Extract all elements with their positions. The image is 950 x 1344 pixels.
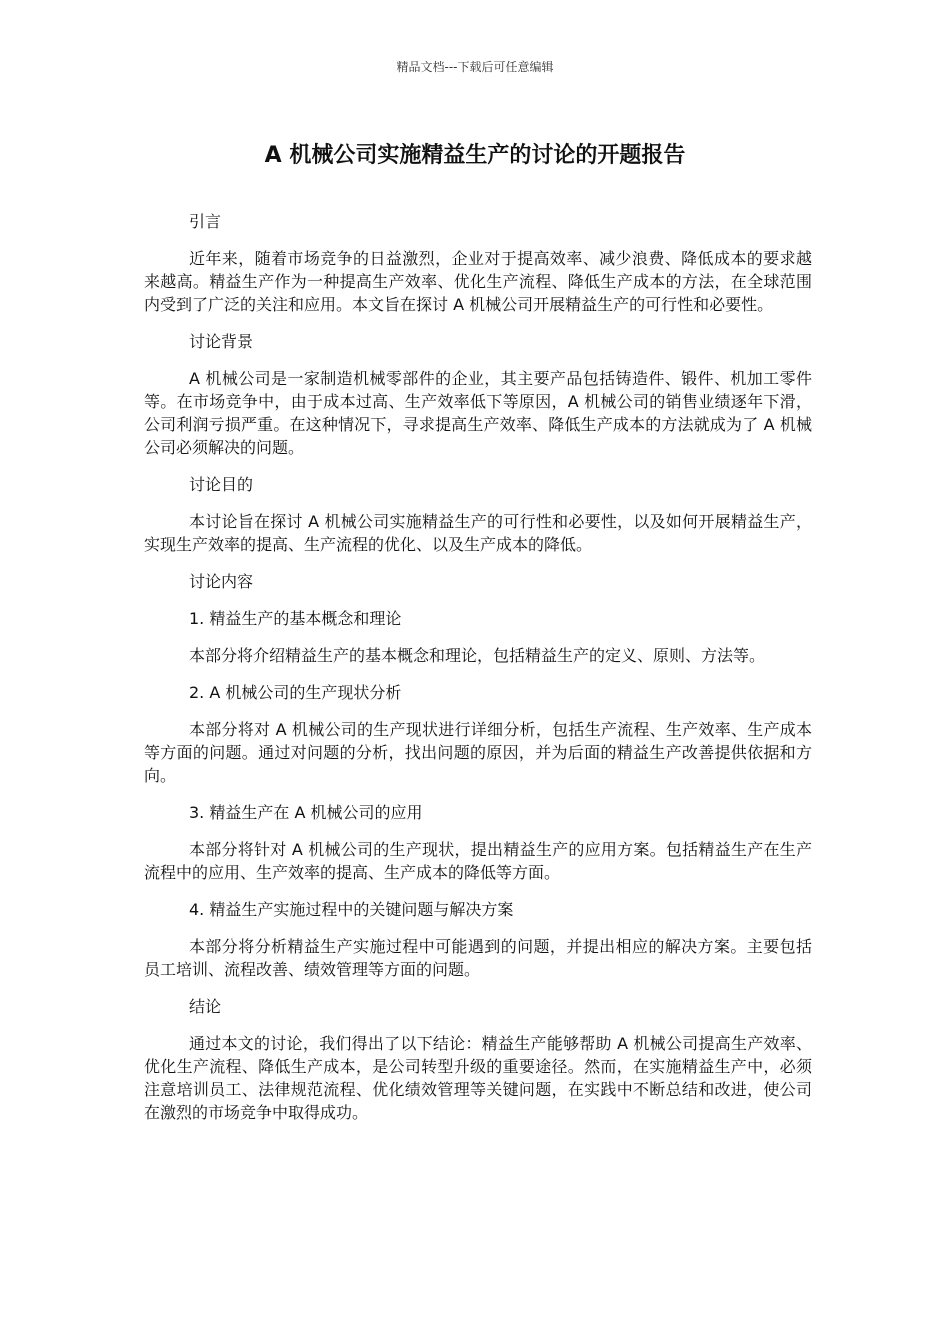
- subheading-4: 4. 精益生产实施过程中的关键问题与解决方案: [189, 900, 514, 919]
- paragraph-purpose: 本讨论旨在探讨 A 机械公司实施精益生产的可行性和必要性，以及如何开展精益生产，实现生产效率的提高、生产流程的优化、以及生产成本的降低。: [144, 512, 812, 554]
- paragraph-conclusion: 通过本文的讨论，我们得出了以下结论：精益生产能够帮助 A 机械公司提高生产效率、优化生产流程、降低生产成本，是公司转型升级的重要途径。然而，在实施精益生产中，必须注意培训员工、法律规范流程、优化绩效管理等关键问题，在实践中不断总结和改进，使公司在激烈的市场竞争中取得成功。: [144, 1034, 812, 1122]
- subheading-2: 2. A 机械公司的生产现状分析: [189, 683, 402, 702]
- paragraph-intro: 近年来，随着市场竞争的日益激烈，企业对于提高效率、减少浪费、降低成本的要求越来越高。精益生产作为一种提高生产效率、优化生产流程、降低生产成本的方法，在全球范围内受到了广泛的关注和应用。本文旨在探讨 A 机械公司开展精益生产的可行性和必要性。: [144, 249, 812, 314]
- document-title: A 机械公司实施精益生产的讨论的开题报告: [264, 143, 686, 168]
- header-note: 精品文档---下载后可任意编辑: [396, 60, 554, 74]
- paragraph-2: 本部分将对 A 机械公司的生产现状进行详细分析，包括生产流程、生产效率、生产成本等方面的问题。通过对问题的分析，找出问题的原因，并为后面的精益生产改善提供依据和方向。: [144, 720, 812, 785]
- subheading-1: 1. 精益生产的基本概念和理论: [189, 609, 402, 628]
- subheading-3: 3. 精益生产在 A 机械公司的应用: [189, 803, 423, 822]
- paragraph-1: 本部分将介绍精益生产的基本概念和理论，包括精益生产的定义、原则、方法等。: [189, 646, 766, 665]
- paragraph-4: 本部分将分析精益生产实施过程中可能遇到的问题，并提出相应的解决方案。主要包括员工培训、流程改善、绩效管理等方面的问题。: [144, 937, 812, 979]
- section-heading-content: 讨论内容: [189, 572, 254, 591]
- paragraph-background: A 机械公司是一家制造机械零部件的企业，其主要产品包括铸造件、锻件、机加工零件等。在市场竞争中，由于成本过高、生产效率低下等原因，A 机械公司的销售业绩逐年下滑，公司利润亏损严重。在这种情况下，寻求提高生产效率、降低生产成本的方法就成为了 A 机械公司必须解决的问题。: [144, 369, 812, 457]
- section-heading-purpose: 讨论目的: [189, 475, 254, 494]
- paragraph-3: 本部分将针对 A 机械公司的生产现状，提出精益生产的应用方案。包括精益生产在生产流程中的应用、生产效率的提高、生产成本的降低等方面。: [144, 840, 812, 882]
- section-heading-intro: 引言: [189, 212, 222, 231]
- section-heading-conclusion: 结论: [189, 997, 222, 1016]
- section-heading-background: 讨论背景: [189, 332, 254, 351]
- document-body: [144, 210, 812, 1138]
